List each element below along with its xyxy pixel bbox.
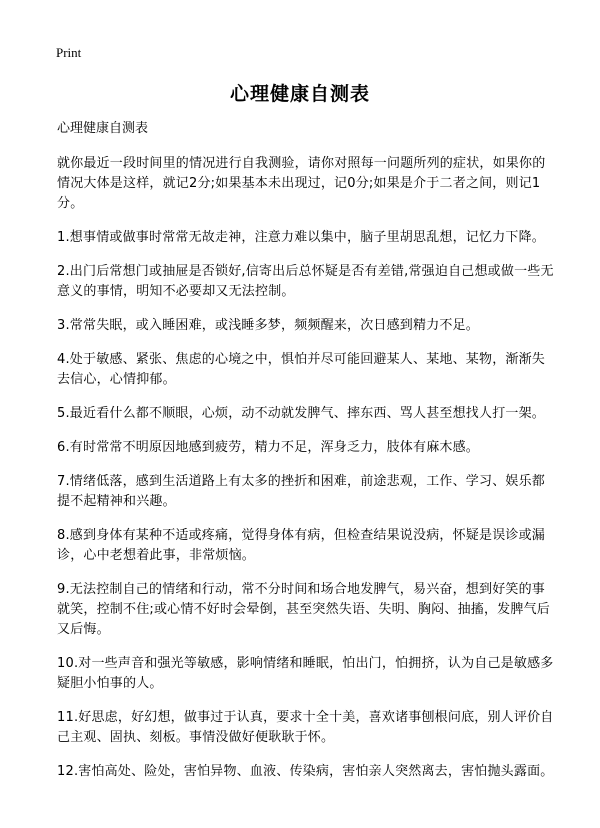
question-item: 6.有时常常不明原因地感到疲劳，精力不足，浑身乏力，肢体有麻木感。 <box>57 440 480 455</box>
document-title: 心理健康自测表 <box>229 83 370 105</box>
question-item: 2.出门后常想门或抽屉是否锁好,信寄出后总怀疑是否有差错,常强迫自己想或做一些无意义的事情，明知不必要却又无法控制。 <box>57 264 554 299</box>
print-link[interactable]: Print <box>56 45 82 60</box>
question-item: 1.想事情或做事时常常无故走神，注意力难以集中，脑子里胡思乱想，记忆力下降。 <box>57 230 546 245</box>
question-list <box>57 228 554 782</box>
document-subtitle: 心理健康自测表 <box>57 121 149 136</box>
question-item: 8.感到身体有某种不适或疼痛，觉得身体有病，但检查结果说没病，怀疑是误诊或漏诊，心中老想着此事，非常烦恼。 <box>57 528 546 563</box>
question-item: 7.情绪低落，感到生活道路上有太多的挫折和困难，前途悲观，工作、学习、娱乐都提不起精神和兴趣。 <box>57 474 546 509</box>
question-item: 12.害怕高处、险处，害怕异物、血液、传染病，害怕亲人突然离去，害怕抛头露面。 <box>57 764 554 779</box>
question-item: 3.常常失眠，或入睡困难，或浅睡多梦，频频醒来，次日感到精力不足。 <box>57 318 480 333</box>
document-body <box>57 120 554 796</box>
question-item: 11.好思虑，好幻想，做事过于认真，要求十全十美，喜欢诸事刨根问底，别人评价自己主观、固执、刻板。事情没做好便耿耿于怀。 <box>57 710 554 745</box>
scoring-instructions: 就你最近一段时间里的情况进行自我测验，请你对照每一问题所列的症状，如果你的情况大体是这样，就记2分;如果基本未出现过，记0分;如果是介于二者之间，则记1分。 <box>57 156 546 211</box>
question-item: 9.无法控制自己的情绪和行动，常不分时间和场合地发脾气，易兴奋，想到好笑的事就笑，控制不住;或心情不好时会晕倒，甚至突然失语、失明、胸闷、抽搐，发脾气后又后悔。 <box>57 582 550 637</box>
question-item: 5.最近看什么都不顺眼，心烦，动不动就发脾气、摔东西、骂人甚至想找人打一架。 <box>57 406 546 421</box>
question-item: 4.处于敏感、紧张、焦虑的心境之中，惧怕并尽可能回避某人、某地、某物，渐渐失去信心，心情抑郁。 <box>57 352 546 387</box>
question-item: 10.对一些声音和强光等敏感，影响情绪和睡眠，怕出门，怕拥挤，认为自己是敏感多疑胆小怕事的人。 <box>57 656 554 691</box>
